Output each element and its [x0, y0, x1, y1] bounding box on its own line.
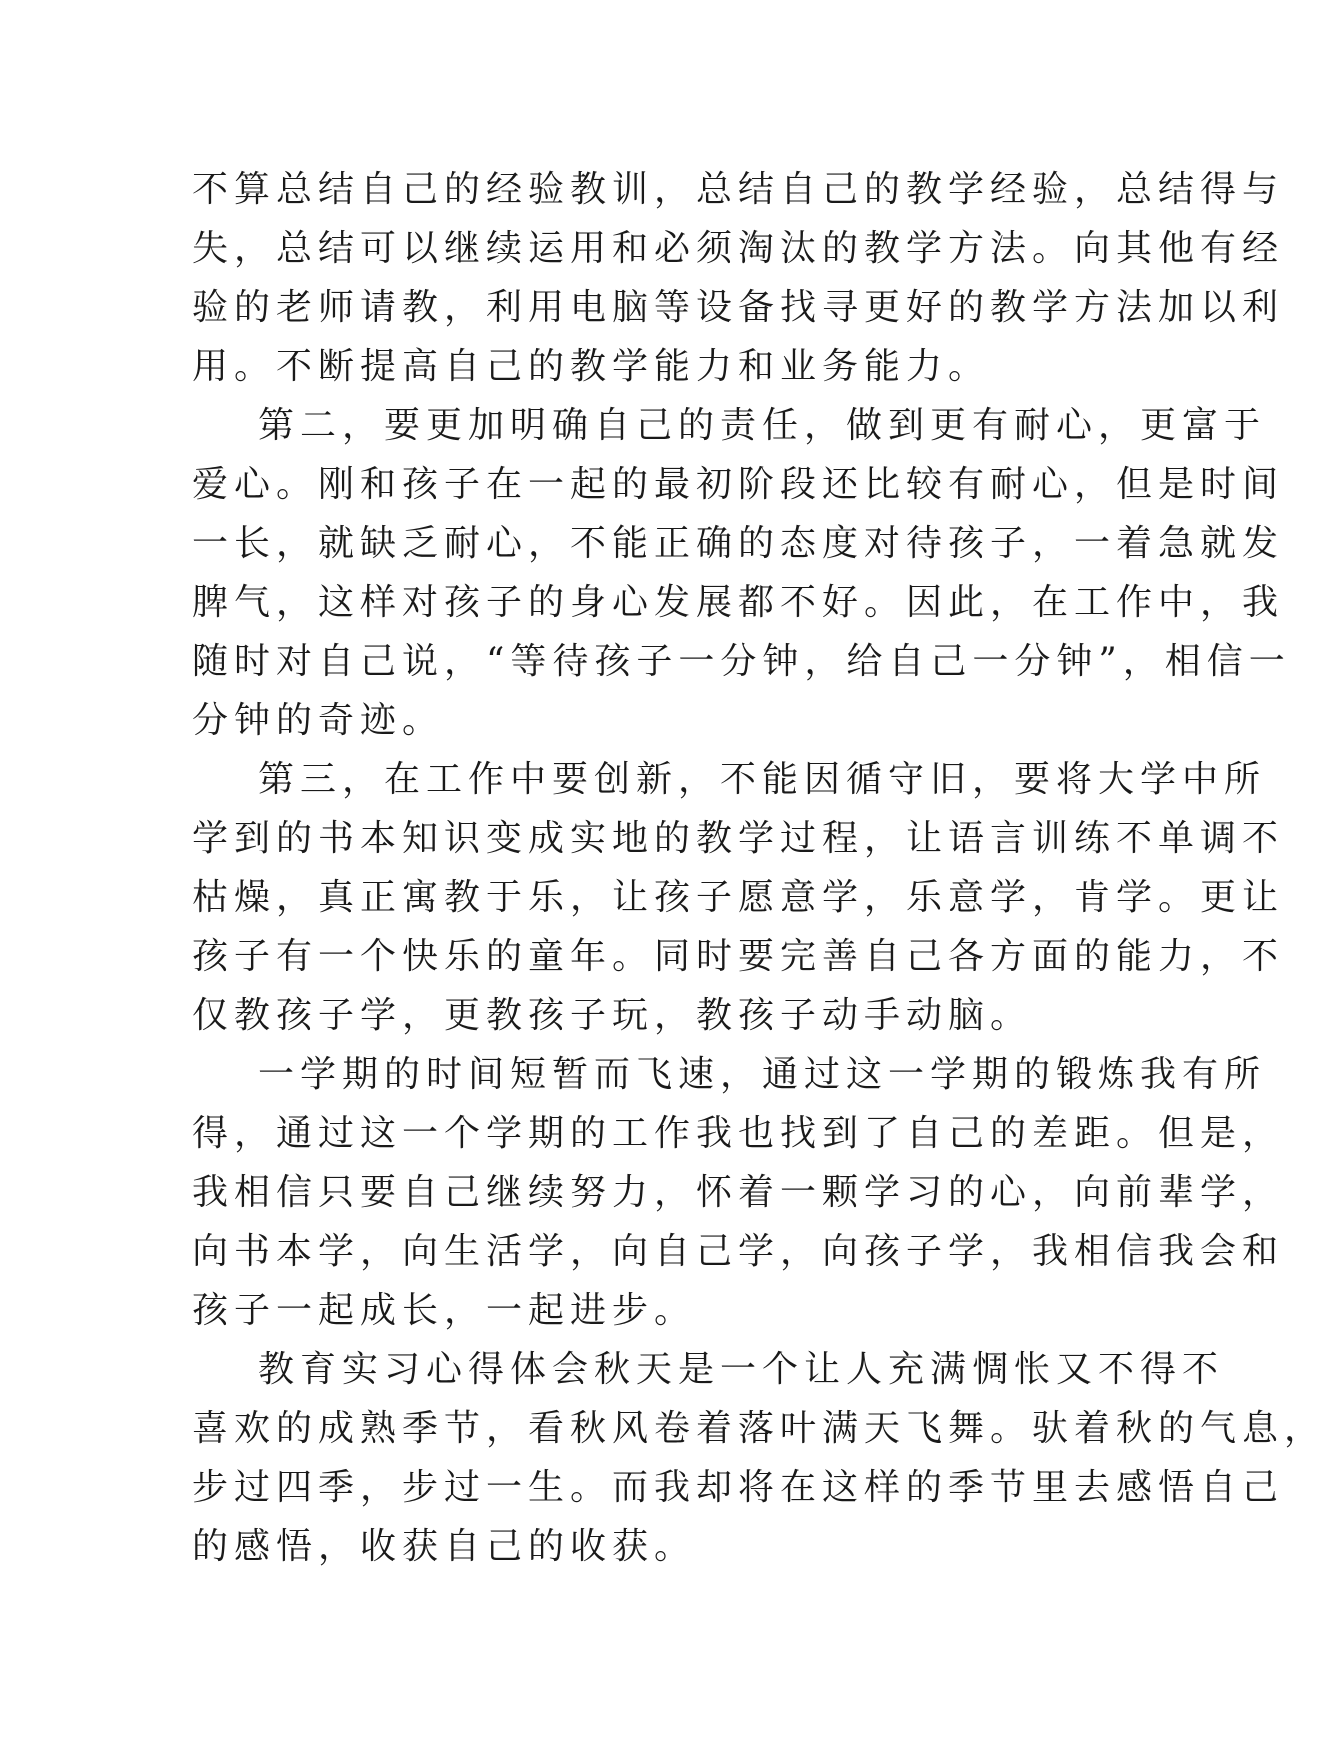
- text-line: 第三，在工作中要创新，不能因循守旧，要将大学中所: [258, 759, 1267, 800]
- text-line: 的感悟，收获自己的收获。: [192, 1526, 697, 1567]
- text-line: 随时对自己说，“等待孩子一分钟，给自己一分钟”，相信一: [192, 641, 1291, 682]
- text-line: 孩子一起成长，一起进步。: [192, 1290, 697, 1331]
- text-line: 一学期的时间短暂而飞速，通过这一学期的锻炼我有所: [258, 1054, 1267, 1095]
- text-line: 第二，要更加明确自己的责任，做到更有耐心，更富于: [258, 405, 1267, 446]
- text-line: 教育实习心得体会秋天是一个让人充满惆怅又不得不: [258, 1349, 1225, 1390]
- text-line: 步过四季，步过一生。而我却将在这样的季节里去感悟自己: [192, 1467, 1285, 1508]
- text-line: 孩子有一个快乐的童年。同时要完善自己各方面的能力，不: [192, 936, 1285, 977]
- text-line: 爱心。刚和孩子在一起的最初阶段还比较有耐心，但是时间: [192, 464, 1285, 505]
- text-line: 向书本学，向生活学，向自己学，向孩子学，我相信我会和: [192, 1231, 1285, 1272]
- text-line: 不算总结自己的经验教训，总结自己的教学经验，总结得与: [192, 169, 1285, 210]
- text-line: 学到的书本知识变成实地的教学过程，让语言训练不单调不: [192, 818, 1285, 859]
- text-line: 验的老师请教，利用电脑等设备找寻更好的教学方法加以利: [192, 287, 1285, 328]
- text-line: 得，通过这一个学期的工作我也找到了自己的差距。但是，: [192, 1113, 1285, 1154]
- text-line: 一长，就缺乏耐心，不能正确的态度对待孩子，一着急就发: [192, 523, 1285, 564]
- text-line: 枯燥，真正寓教于乐，让孩子愿意学，乐意学，肯学。更让: [192, 877, 1285, 918]
- text-line: 分钟的奇迹。: [192, 700, 445, 741]
- text-line: 仅教孩子学，更教孩子玩，教孩子动手动脑。: [192, 995, 1033, 1036]
- text-line: 我相信只要自己继续努力，怀着一颗学习的心，向前辈学，: [192, 1172, 1285, 1213]
- text-line: 脾气，这样对孩子的身心发展都不好。因此，在工作中，我: [192, 582, 1285, 623]
- text-line: 喜欢的成熟季节，看秋风卷着落叶满天飞舞。驮着秋的气息，: [192, 1408, 1326, 1449]
- text-line: 用。不断提高自己的教学能力和业务能力。: [192, 346, 991, 387]
- text-line: 失，总结可以继续运用和必须淘汰的教学方法。向其他有经: [192, 228, 1285, 269]
- body-text: [192, 160, 1326, 1576]
